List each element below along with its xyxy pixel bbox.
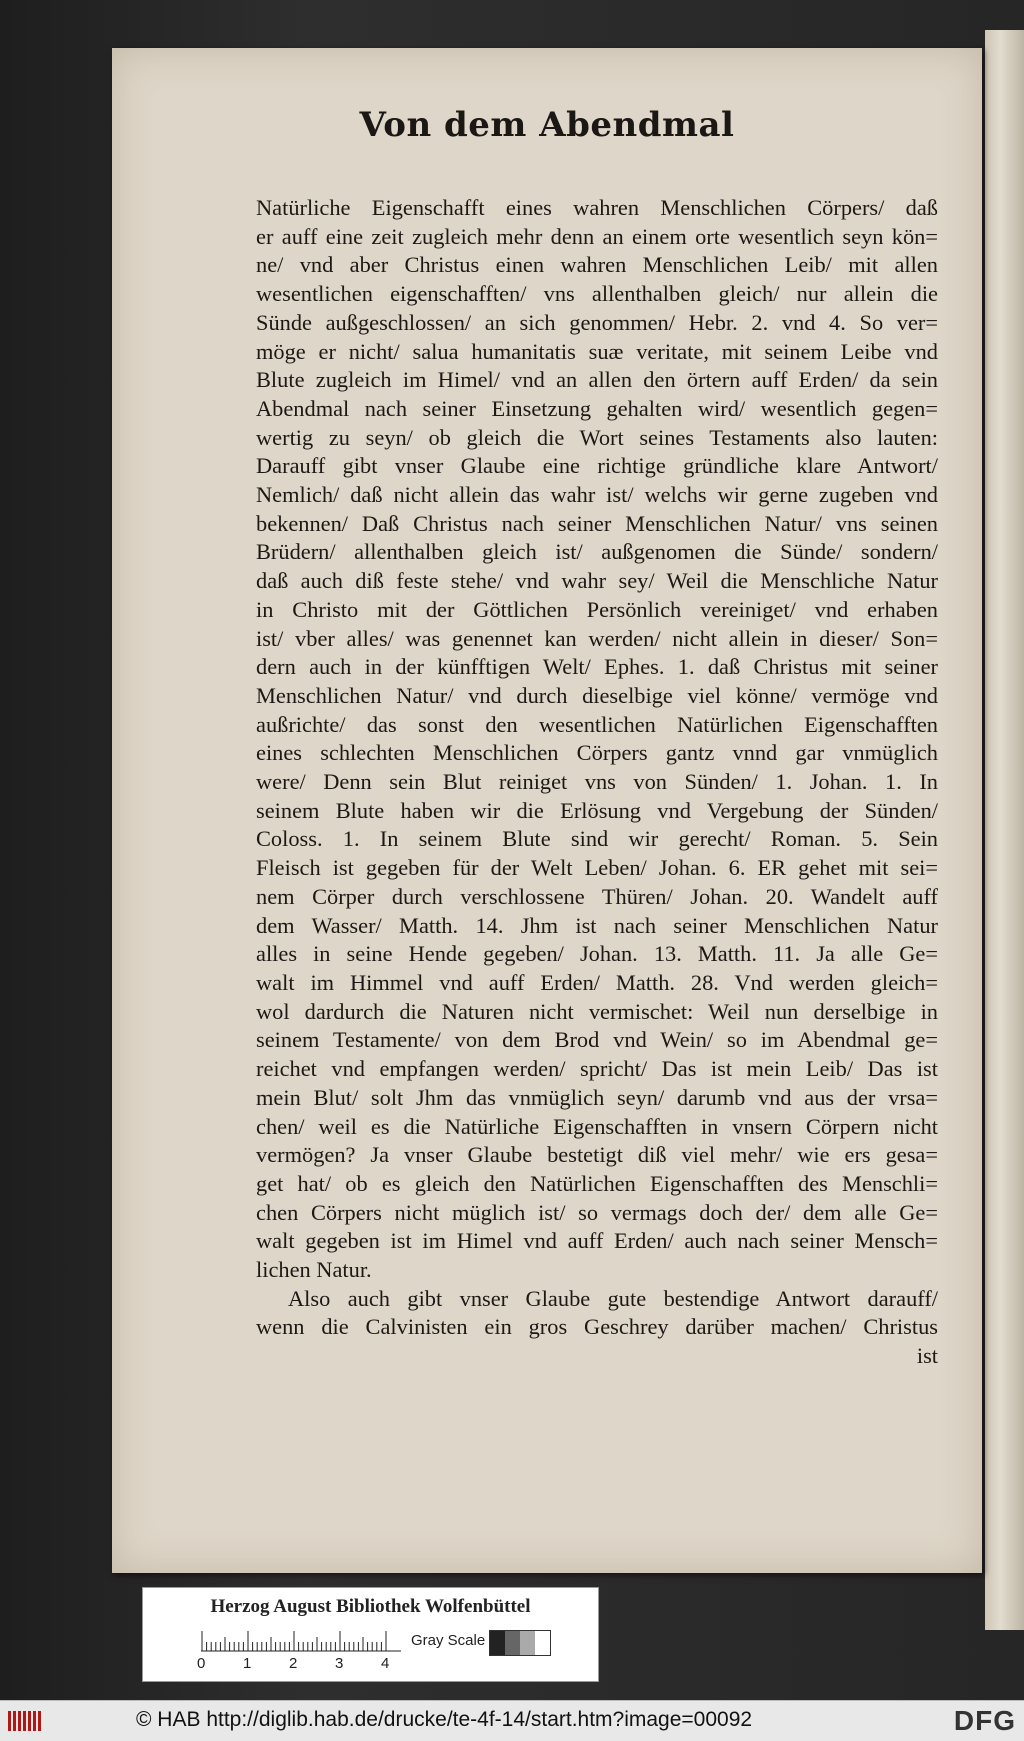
text-line: chen Cörpers nicht müglich ist/ so vermags doch der/ dem alle Ge= — [256, 1199, 938, 1225]
text-line: dern auch in der künfftigen Welt/ Ephes. 1. daß Christus mit seiner — [256, 654, 938, 680]
gray-scale-swatch — [489, 1630, 551, 1656]
ruler-number: 3 — [335, 1655, 344, 1672]
text-line: dem Wasser/ Matth. 14. Jhm ist nach seiner Menschlichen Natur — [256, 912, 938, 938]
text-line: Abendmal nach seiner Einsetzung gehalten wird/ wesentlich gegen= — [256, 395, 938, 421]
text-line: ne/ vnd aber Christus einen wahren Menschlichen Leib/ mit allen — [256, 252, 938, 278]
text-line: mein Blut/ solt Jhm das vnmüglich seyn/ darumb vnd aus der vrsa= — [256, 1084, 938, 1110]
text-line: Brüdern/ allenthalben gleich ist/ außgenomen die Sünde/ sondern/ — [256, 539, 938, 565]
text-line: möge er nicht/ salua humanitatis suæ veritate, mit seinem Leibe vnd — [256, 338, 938, 364]
text-line: außrichte/ das sonst den wesentlichen Natürlichen Eigenschafften — [256, 711, 938, 737]
text-line: wertig zu seyn/ ob gleich die Wort seines Testaments also lauten: — [256, 424, 938, 450]
ruler-number: 0 — [197, 1655, 206, 1672]
text-line: Blute zugleich im Himel/ vnd an allen den örtern auff Erden/ da sein — [256, 367, 938, 393]
text-line: wol dardurch die Naturen nicht vermischet: Weil nun derselbige in — [256, 998, 938, 1024]
text-line: Sünde außgeschlossen/ an sich genommen/ Hebr. 2. vnd 4. So ver= — [256, 309, 938, 335]
text-line: lichen Natur. — [256, 1257, 372, 1283]
footer-bar — [0, 1700, 1024, 1741]
text-line: seinem Blute haben wir die Erlösung vnd Vergebung der Sünden/ — [256, 797, 938, 823]
text-line: in Christo mit der Göttlichen Persönlich vereiniget/ vnd erhaben — [256, 596, 938, 622]
text-line: Natürliche Eigenschafft eines wahren Menschlichen Cörpers/ daß — [256, 195, 938, 220]
text-line: bekennen/ Daß Christus nach seiner Menschlichen Natur/ vns seinen — [256, 510, 938, 536]
text-line: Darauff gibt vnser Glaube eine richtige gründliche klare Antwort/ — [256, 453, 938, 479]
dfg-logo: DFG — [953, 1705, 1016, 1736]
text-line: daß auch diß feste stehe/ vnd wahr sey/ Weil die Menschliche Natur — [256, 568, 938, 594]
next-page-edge — [985, 30, 1024, 1630]
text-line: eines schlechten Menschlichen Cörpers gantz vnnd gar vnmüglich — [256, 740, 938, 766]
ruler-ticks — [201, 1630, 401, 1652]
text-line: er auff eine zeit zugleich mehr denn an einem orte wesentlich seyn kön= — [256, 223, 938, 249]
text-line: alles in seine Hende gegeben/ Johan. 13. Matth. 11. Ja alle Ge= — [256, 941, 938, 967]
text-line: seinem Testamente/ von dem Brod vnd Wein/ so im Abendmal ge= — [256, 1027, 938, 1053]
text-line: Fleisch ist gegeben für der Welt Leben/ Johan. 6. ER gehet mit sei= — [256, 855, 938, 881]
gray-scale-label: Gray Scale — [411, 1632, 486, 1649]
catchword: ist — [916, 1343, 938, 1369]
color-target-card — [142, 1587, 599, 1682]
body-text — [256, 194, 938, 1371]
text-line: wesentlichen eigenschafften/ vns allenthalben gleich/ nur allein die — [256, 281, 938, 307]
page-heading: Von dem Abendmal — [359, 105, 735, 145]
text-line: reichet vnd empfangen werden/ spricht/ Das ist mein Leib/ Das ist — [256, 1056, 938, 1082]
text-line: walt gegeben ist im Himel vnd auff Erden/ auch nach seiner Mensch= — [256, 1228, 938, 1254]
ruler-number: 2 — [289, 1655, 298, 1672]
text-line: chen/ weil es die Natürliche Eigenschafften in vnsern Cörpern nicht — [256, 1113, 938, 1139]
text-line: Menschlichen Natur/ vnd durch dieselbige viel könne/ vermöge vnd — [256, 682, 938, 708]
text-line: ist/ vber alles/ was genennet kan werden/ nicht allein in dieser/ Son= — [256, 625, 938, 651]
paragraph-start-line: Also auch gibt vnser Glaube gute bestendige Antwort darauff/ — [288, 1285, 938, 1311]
text-line: get hat/ ob es gleich den Natürlichen Eigenschafften des Menschli= — [256, 1170, 938, 1196]
text-line: were/ Denn sein Blut reiniget vns von Sünden/ 1. Johan. 1. In — [256, 769, 938, 795]
text-line: walt im Himmel vnd auff Erden/ Matth. 28. Vnd werden gleich= — [256, 969, 938, 995]
text-line: Nemlich/ daß nicht allein das wahr ist/ welchs wir gerne zugeben vnd — [256, 482, 938, 508]
ruler-number: 1 — [243, 1655, 252, 1672]
library-name: Herzog August Bibliothek Wolfenbüttel — [210, 1596, 531, 1617]
copyright-url[interactable]: © HAB http://diglib.hab.de/drucke/te-4f-14/start.htm?image=00092 — [136, 1708, 753, 1731]
ruler-number: 4 — [381, 1655, 390, 1672]
text-line: nem Cörper durch verschlossene Thüren/ Johan. 20. Wandelt auff — [256, 883, 938, 909]
text-line: vermögen? Ja vnser Glaube bestetigt diß viel mehr/ wie ers gesa= — [256, 1142, 938, 1168]
text-line: Coloss. 1. In seinem Blute sind wir gerecht/ Roman. 5. Sein — [256, 826, 938, 852]
hab-logo-icon — [6, 1709, 46, 1733]
text-line: wenn die Calvinisten ein gros Geschrey darüber machen/ Christus — [256, 1314, 938, 1340]
